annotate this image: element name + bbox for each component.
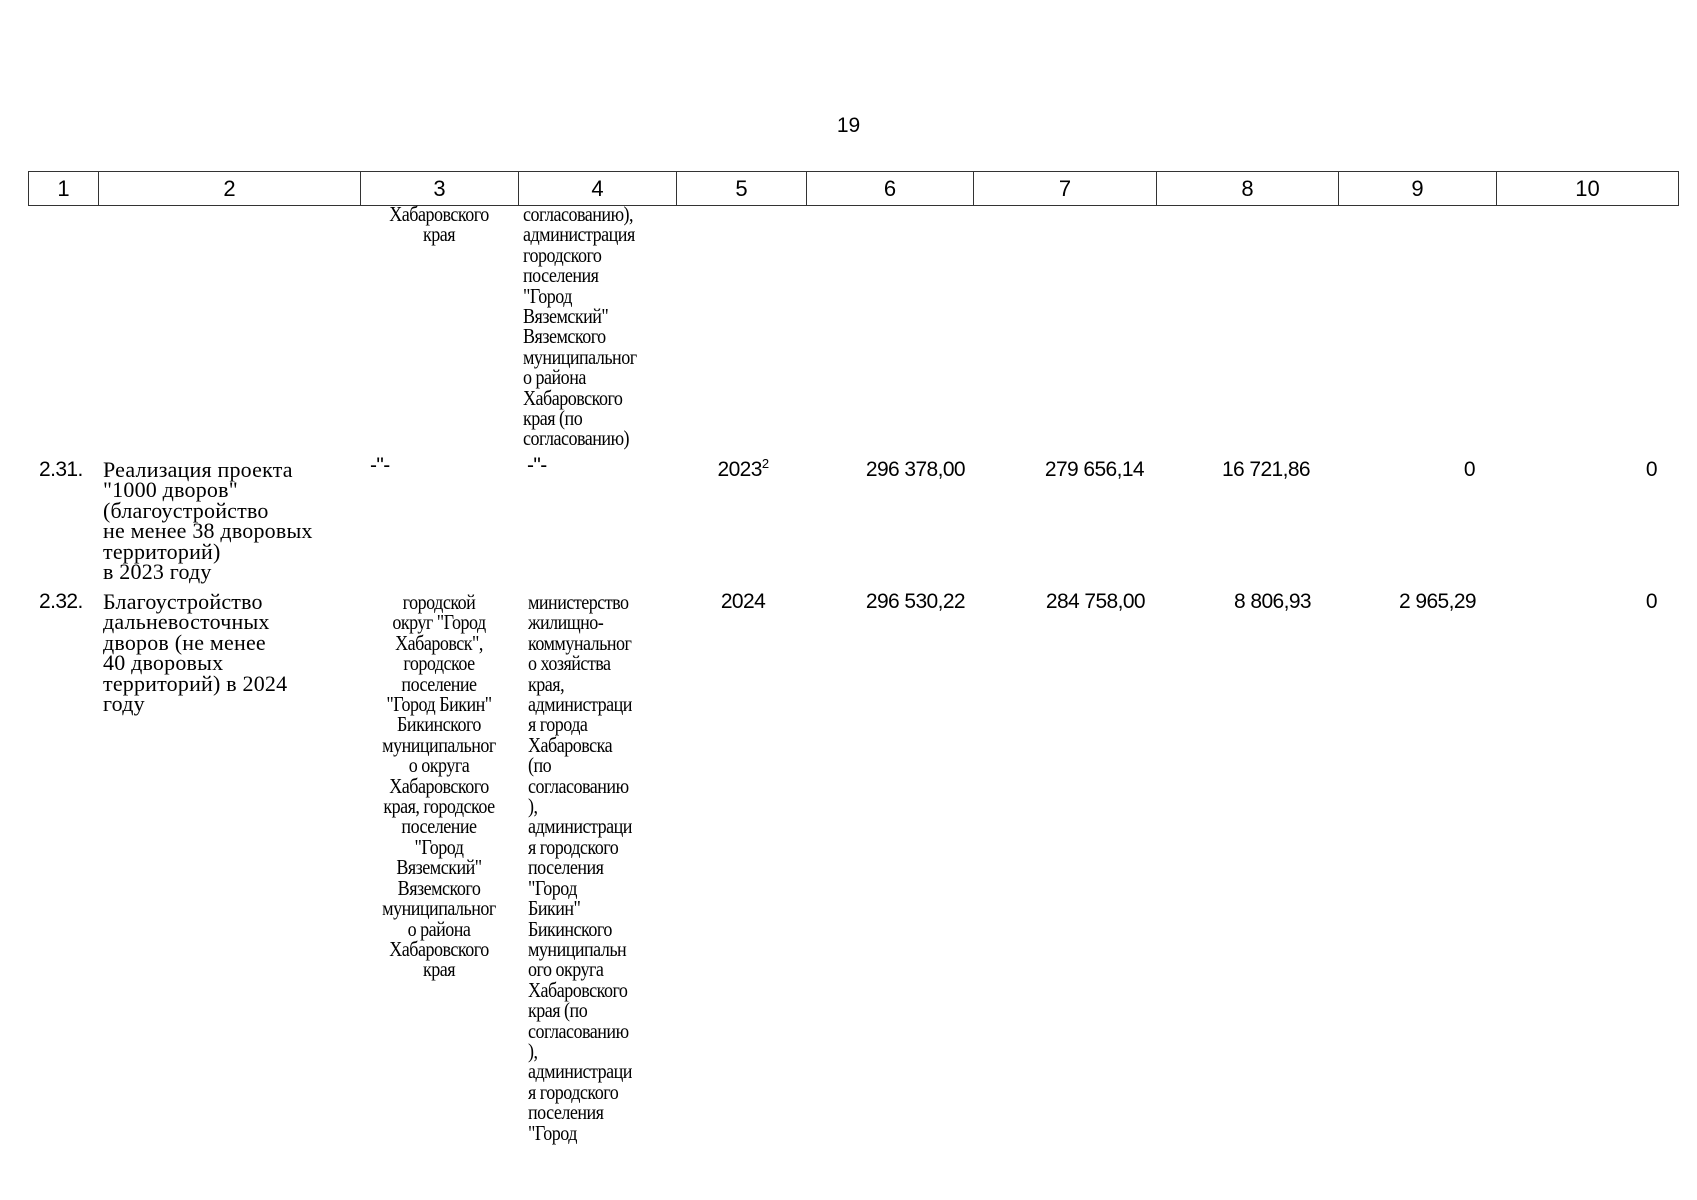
- footnote-marker: 2: [761, 456, 769, 471]
- column-header-6: 6: [807, 172, 974, 206]
- column-header-1: 1: [29, 172, 99, 206]
- column-header-4: 4: [519, 172, 677, 206]
- local-amount-cell: 2 965,29: [1399, 590, 1476, 613]
- federal-amount-cell: 279 656,14: [1044, 458, 1144, 481]
- total-amount-cell: 296 530,22: [865, 590, 965, 613]
- executor-cell: -"-: [370, 454, 390, 477]
- responsible-cell: -"-: [527, 454, 547, 477]
- local-amount-cell: 0: [1463, 458, 1475, 481]
- year-cell: 2024: [720, 590, 766, 613]
- column-header-10: 10: [1497, 172, 1679, 206]
- total-amount-cell: 296 378,00: [865, 458, 965, 481]
- regional-amount-cell: 16 721,86: [1221, 458, 1310, 481]
- column-header-row: [28, 171, 1679, 206]
- column-header-2: 2: [99, 172, 361, 206]
- continuation-executor-cell: Хабаровского края: [389, 202, 489, 247]
- other-amount-cell: 0: [1645, 458, 1657, 481]
- year-cell: 2023$^2$: [717, 456, 769, 481]
- regional-amount-cell: 8 806,93: [1234, 590, 1311, 613]
- column-header-9: 9: [1339, 172, 1497, 206]
- column-header-5: 5: [677, 172, 807, 206]
- event-name-cell: Реализация проекта "1000 дворов" (благоустройство не менее 38 дворовых территорий) в 2023 году: [103, 457, 313, 585]
- event-name-cell: Благоустройство дальневосточных дворов (не менее 40 дворовых территорий) в 2024 году: [103, 589, 288, 717]
- page-number: 19: [836, 114, 861, 137]
- executor-cell: городской округ "Город Хабаровск", городское поселение "Город Бикин" Бикинского муниципальног о округа Хабаровского края, городское поселение "Город Вяземский" Вяземского муниципальног о района Хабаровского края: [382, 590, 496, 982]
- row-number: 2.31.: [39, 458, 83, 481]
- other-amount-cell: 0: [1645, 590, 1657, 613]
- column-header-7: 7: [974, 172, 1157, 206]
- row-number: 2.32.: [39, 590, 83, 613]
- column-header-8: 8: [1157, 172, 1339, 206]
- responsible-cell: министерство жилищно- коммунальног о хозяйства края, администраци я города Хабаровска (по согласованию ), администраци я городского поселения "Город Бикин" Бикинского муниципальн ого округа Хабаровского края (по согласованию ), администраци я городского поселения "Город: [528, 590, 632, 1145]
- continuation-responsible-cell: согласованию), администрация городского поселения "Город Вяземский" Вяземского муниципальног о района Хабаровского края (по согласованию): [523, 202, 637, 451]
- column-header-3: 3: [361, 172, 519, 206]
- federal-amount-cell: 284 758,00: [1045, 590, 1145, 613]
